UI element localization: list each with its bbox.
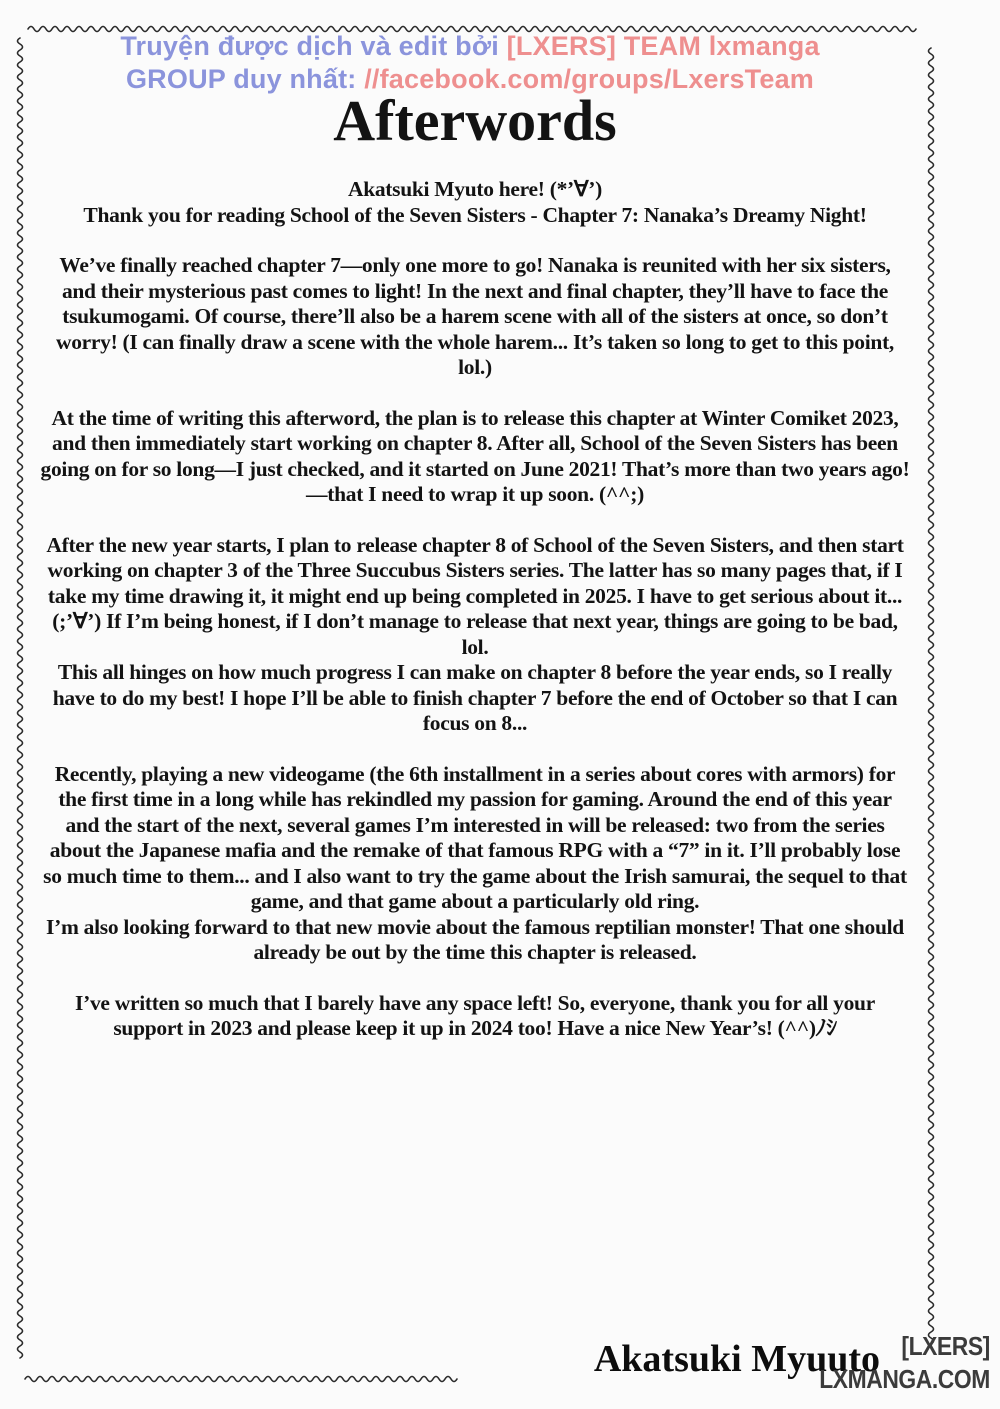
paragraph-chapter7: We’ve finally reached chapter 7—only one more to go! Nanaka is reunited with her six sisters, and their mysterious past comes to light! In the next and final chapter, they’ll have to face the tsukumogami. Of course, there’ll also be a harem scene with all of the sisters at once, so don’t worry! (I can finally draw a scene with the whole harem... It’s taken so long to get to this point, lol.) [55, 253, 895, 379]
paragraph-closing: I’ve written so much that I barely have any space left! So, everyone, thank you for all your support in 2023 and please keep it up in 2024 too! Have a nice New Year’s! (^^)ﾉｼ [75, 990, 875, 1040]
site-watermark-team: [LXERS] [901, 1331, 990, 1361]
translator-credit-text: Truyện được dịch và edit bởi [120, 31, 507, 61]
paragraph-movie: I’m also looking forward to that new movie about the famous reptilian monster! That one should already be out by the time this chapter is released. [46, 914, 904, 964]
paragraph-release-plan: At the time of writing this afterword, the plan is to release this chapter at Winter Comiket 2023, and then immediately start working on chapter 8. After all, School of the Seven Sisters has been going on for so long—I just checked, and it started on June 2021! That’s more than two years ago!—that I need to wrap it up soon. (^^;) [40, 405, 910, 506]
page-title: Afterwords [333, 88, 617, 153]
paragraph-new-year-plans: After the new year starts, I plan to release chapter 8 of School of the Seven Sisters, and then start working on chapter 3 of the Three Succubus Sisters series. The latter has so many pages that, if I take my time drawing it, it might end up being completed in 2025. I have to get serious about it... (;’∀’) If I’m being honest, if I don’t manage to release that next year, things are going to be bad, lol. [46, 532, 904, 659]
site-watermark [819, 1330, 990, 1396]
group-url: //facebook.com/groups/LxersTeam [364, 64, 815, 94]
thanks-line: Thank you for reading School of the Seven Sisters - Chapter 7: Nanaka’s Dreamy Night! [83, 202, 867, 227]
author-signature: Akatsuki Myuuto [593, 1338, 880, 1380]
group-label: GROUP duy nhất: [125, 64, 365, 94]
translator-watermark-line1 [0, 30, 940, 63]
author-greeting: Akatsuki Myuto here! (*’∀’) [347, 177, 603, 201]
border-left-wave [18, 38, 23, 1358]
translator-watermark [0, 30, 940, 96]
border-right-wave [929, 48, 934, 1344]
site-watermark-domain: LXMANGA.COM [819, 1364, 990, 1394]
afterword-body [40, 177, 910, 1067]
translator-team-name: [LXERS] TEAM lxmanga [506, 31, 820, 61]
paragraph-videogames: Recently, playing a new videogame (the 6th installment in a series about cores with armors) for the first time in a long while has rekindled my passion for gaming. Around the end of this year and the start of the next, several games I’m interested in will be released: two from the series about the Japanese mafia and the remake of that famous RPG with a “7” in it. I’ll probably lose so much time to them... and I also want to try the game about the Irish samurai, the sequel to that game, and that game about a particularly old ring. [43, 761, 907, 913]
paragraph-progress: This all hinges on how much progress I can make on chapter 8 before the year ends, so I really have to do my best! I hope I’ll be able to finish chapter 7 before the end of October so that I can focus on 8... [52, 660, 898, 735]
